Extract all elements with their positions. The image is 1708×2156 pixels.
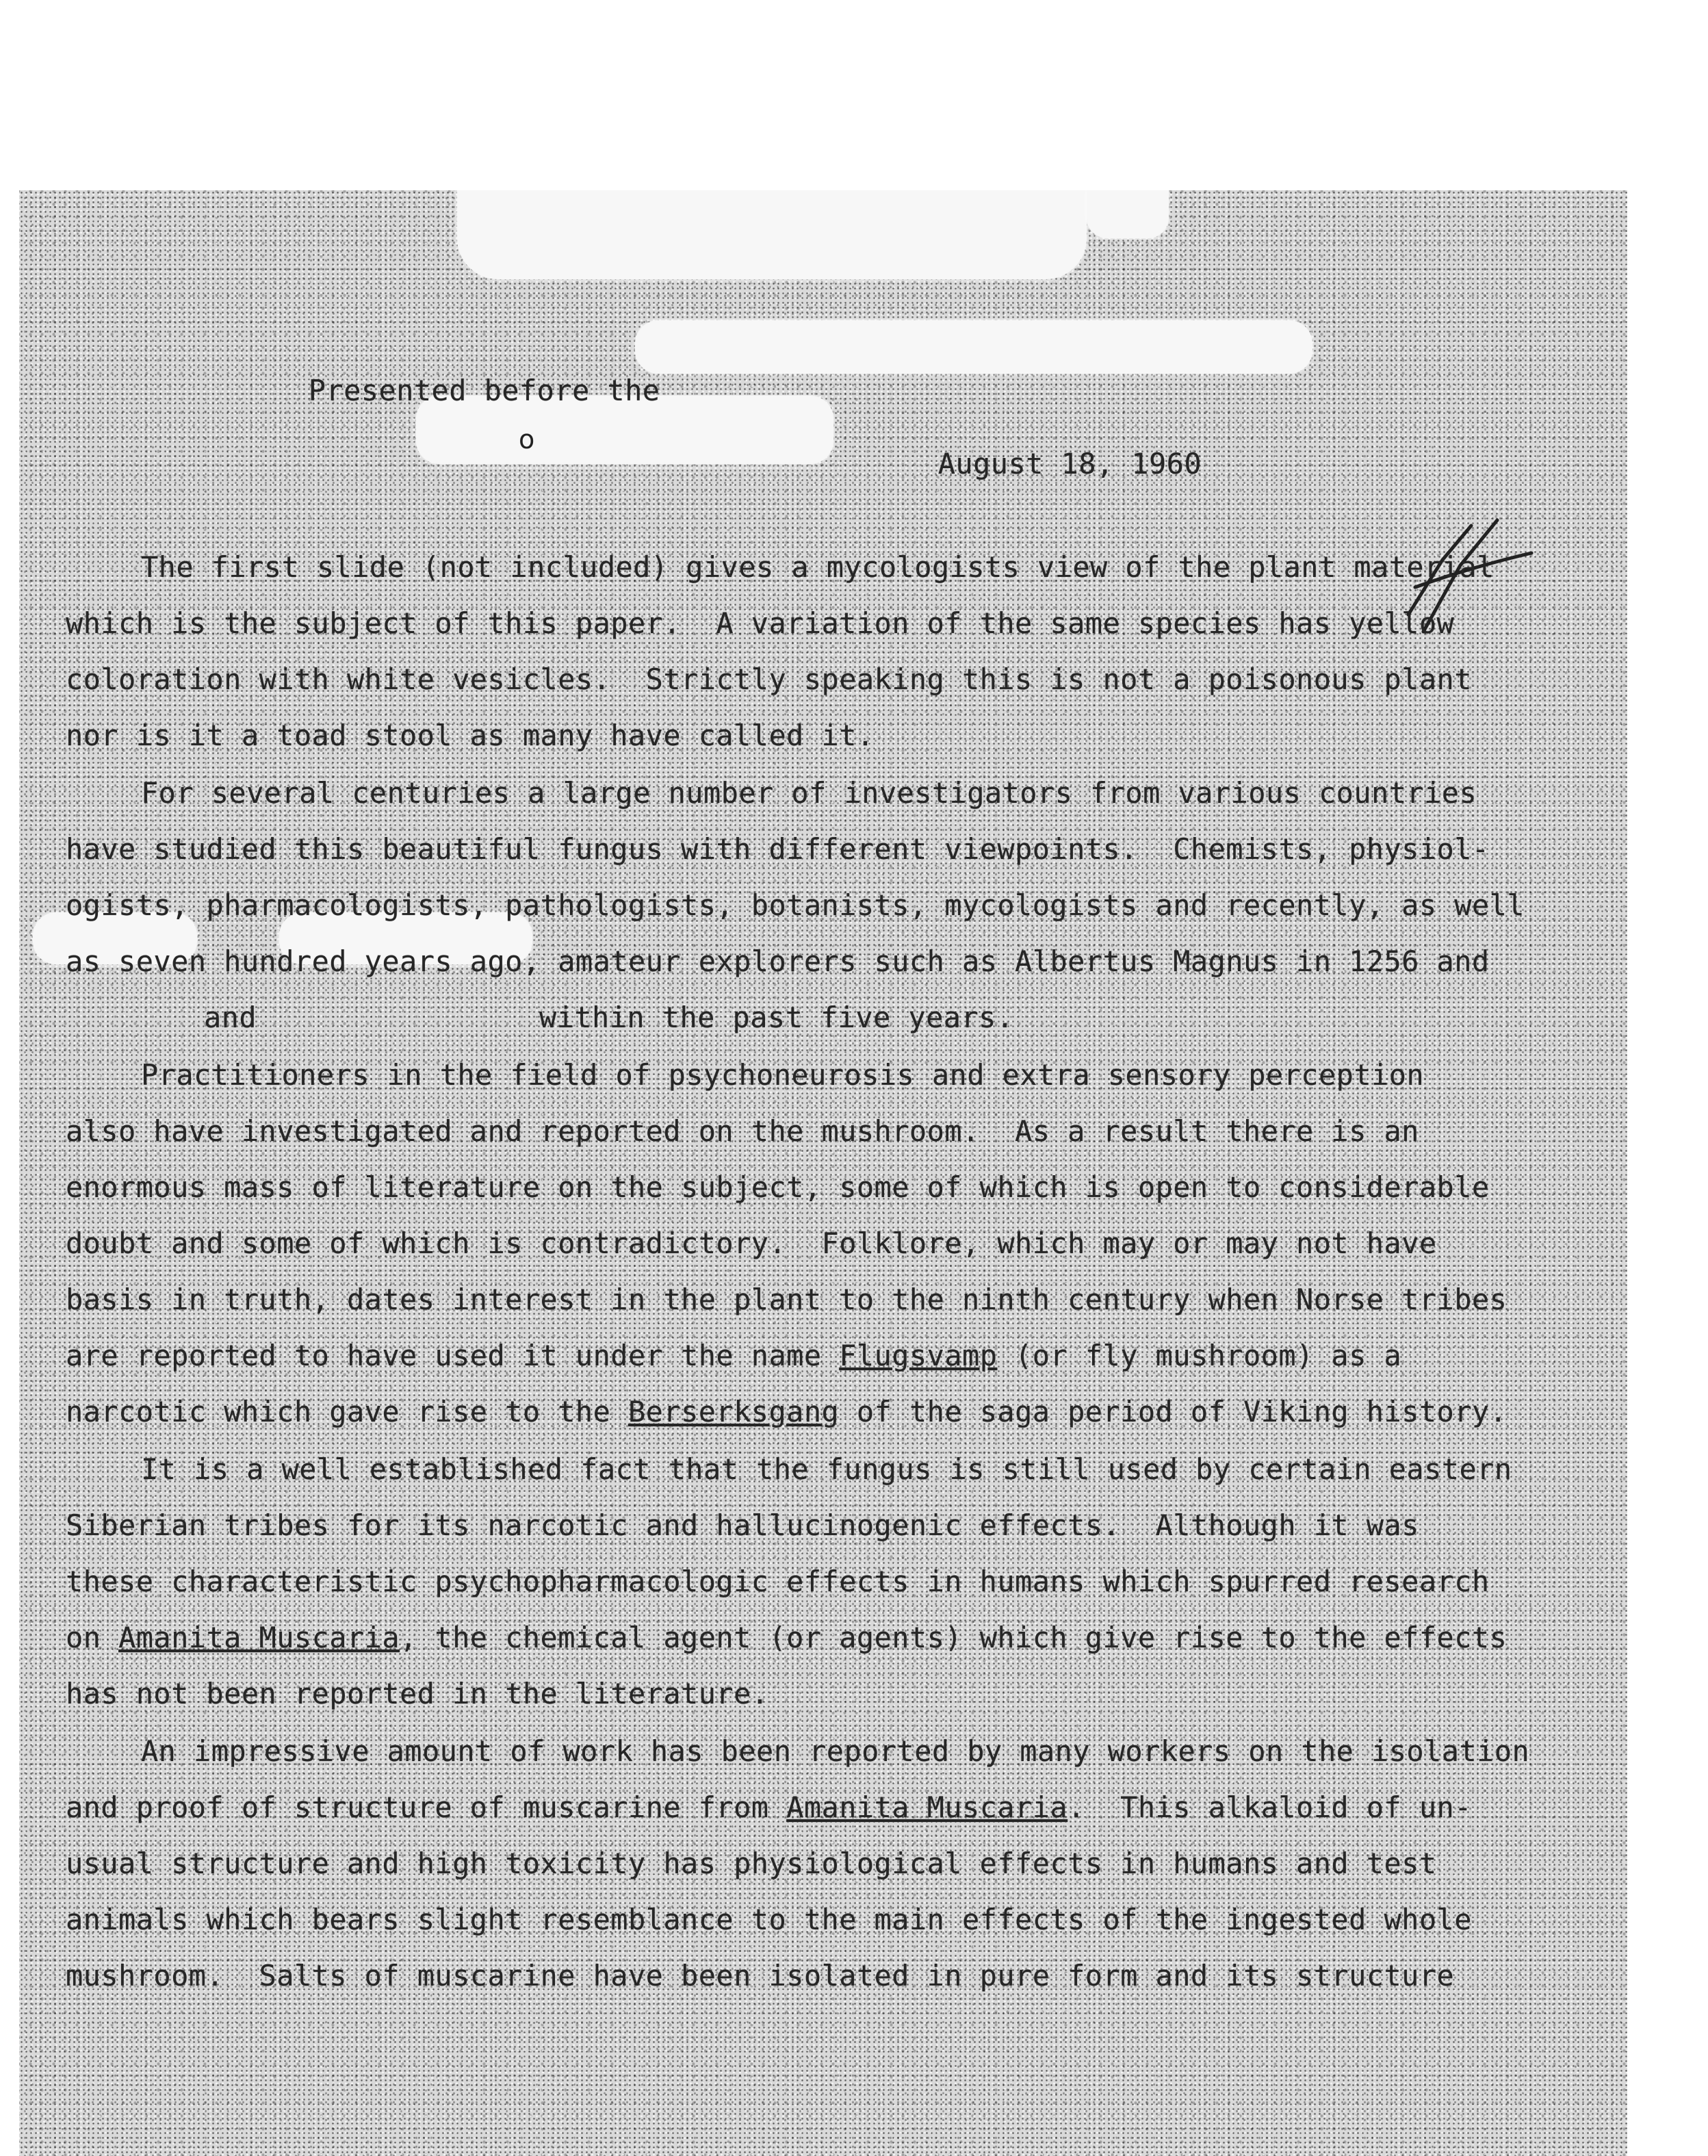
term-flugsvamp: Flugsvamp bbox=[839, 1339, 998, 1372]
body-line-9b: within the past five years. bbox=[539, 1001, 1014, 1034]
photocopied-page bbox=[19, 190, 1627, 2156]
body-line-16-end: of the saga period of Viking history. bbox=[839, 1395, 1508, 1428]
term-amanita-muscaria-2: Amanita Muscaria bbox=[786, 1791, 1068, 1824]
body-line-25: animals which bears slight resemblance to the main effects of the ingested whole bbox=[66, 1903, 1472, 1936]
body-line-3: coloration with white vesicles. Strictly speaking this is not a poisonous plant bbox=[66, 663, 1472, 696]
body-line-14: basis in truth, dates interest in the plant to the ninth century when Norse tribes bbox=[66, 1283, 1508, 1316]
body-line-20-end: , the chemical agent (or agents) which give rise to the effects bbox=[400, 1621, 1508, 1654]
body-line-15-end: (or fly mushroom) as a bbox=[997, 1339, 1402, 1372]
redaction-block-top bbox=[457, 190, 1087, 279]
body-line-23-start: and proof of structure of muscarine from bbox=[66, 1791, 787, 1824]
body-line-7: ogists, pharmacologists, pathologists, botanists, mycologists and recently, as well bbox=[66, 888, 1525, 922]
body-line-6: have studied this beautiful fungus with different viewpoints. Chemists, physiol- bbox=[66, 832, 1490, 866]
document-date: August 18, 1960 bbox=[937, 447, 1202, 480]
presented-before-text: Presented before the bbox=[308, 374, 660, 407]
body-line-12: enormous mass of literature on the subject, some of which is open to considerable bbox=[66, 1170, 1490, 1204]
term-amanita-muscaria-1: Amanita Muscaria bbox=[118, 1621, 400, 1654]
redaction-block-committee bbox=[635, 320, 1312, 374]
body-line-1: The first slide (not included) gives a mycologists view of the plant material bbox=[141, 550, 1494, 584]
body-line-10: Practitioners in the field of psychoneurosis and extra sensory perception bbox=[141, 1058, 1425, 1092]
body-line-17: It is a well established fact that the fungus is still used by certain eastern bbox=[141, 1452, 1512, 1486]
presented-before-line bbox=[238, 348, 660, 434]
body-line-22: An impressive amount of work has been reported by many workers on the isolation bbox=[141, 1734, 1530, 1768]
date-line bbox=[868, 421, 1202, 507]
body-line-15-start: are reported to have used it under the name bbox=[66, 1339, 840, 1372]
margin-mark: o bbox=[519, 424, 535, 454]
body-line-5: For several centuries a large number of investigators from various countries bbox=[141, 776, 1477, 810]
body-line-4: nor is it a toad stool as many have called it. bbox=[66, 719, 875, 752]
body-line-8: as seven hundred years ago, amateur explorers such as Albertus Magnus in 1256 and bbox=[66, 945, 1490, 978]
body-line-19: these characteristic psychopharmacologic effects in humans which spurred research bbox=[66, 1565, 1490, 1598]
body-line-15 bbox=[66, 1339, 1402, 1372]
body-line-2: which is the subject of this paper. A variation of the same species has yellow bbox=[66, 606, 1455, 640]
body-line-24: usual structure and high toxicity has physiological effects in humans and test bbox=[66, 1847, 1437, 1880]
body-line-16-start: narcotic which gave rise to the bbox=[66, 1395, 628, 1428]
body-line-11: also have investigated and reported on the mushroom. As a result there is an bbox=[66, 1114, 1419, 1148]
body-line-20-start: on bbox=[66, 1621, 119, 1654]
redaction-block-right-top bbox=[1087, 190, 1169, 238]
body-line-23 bbox=[66, 1793, 1472, 1822]
term-berserksgang: Berserksgang bbox=[627, 1395, 840, 1428]
body-line-26: mushroom. Salts of muscarine have been isolated in pure form and its structure bbox=[66, 1959, 1455, 1992]
body-line-18: Siberian tribes for its narcotic and hallucinogenic effects. Although it was bbox=[66, 1509, 1419, 1542]
body-line-23-end: . This alkaloid of un- bbox=[1068, 1791, 1472, 1824]
body-line-9a: and bbox=[204, 1001, 257, 1034]
body-line-21: has not been reported in the literature. bbox=[66, 1677, 769, 1710]
body-line-13: doubt and some of which is contradictory. Folklore, which may or may not have bbox=[66, 1227, 1437, 1260]
body-line-20 bbox=[66, 1621, 1508, 1654]
body-line-16 bbox=[66, 1395, 1508, 1428]
